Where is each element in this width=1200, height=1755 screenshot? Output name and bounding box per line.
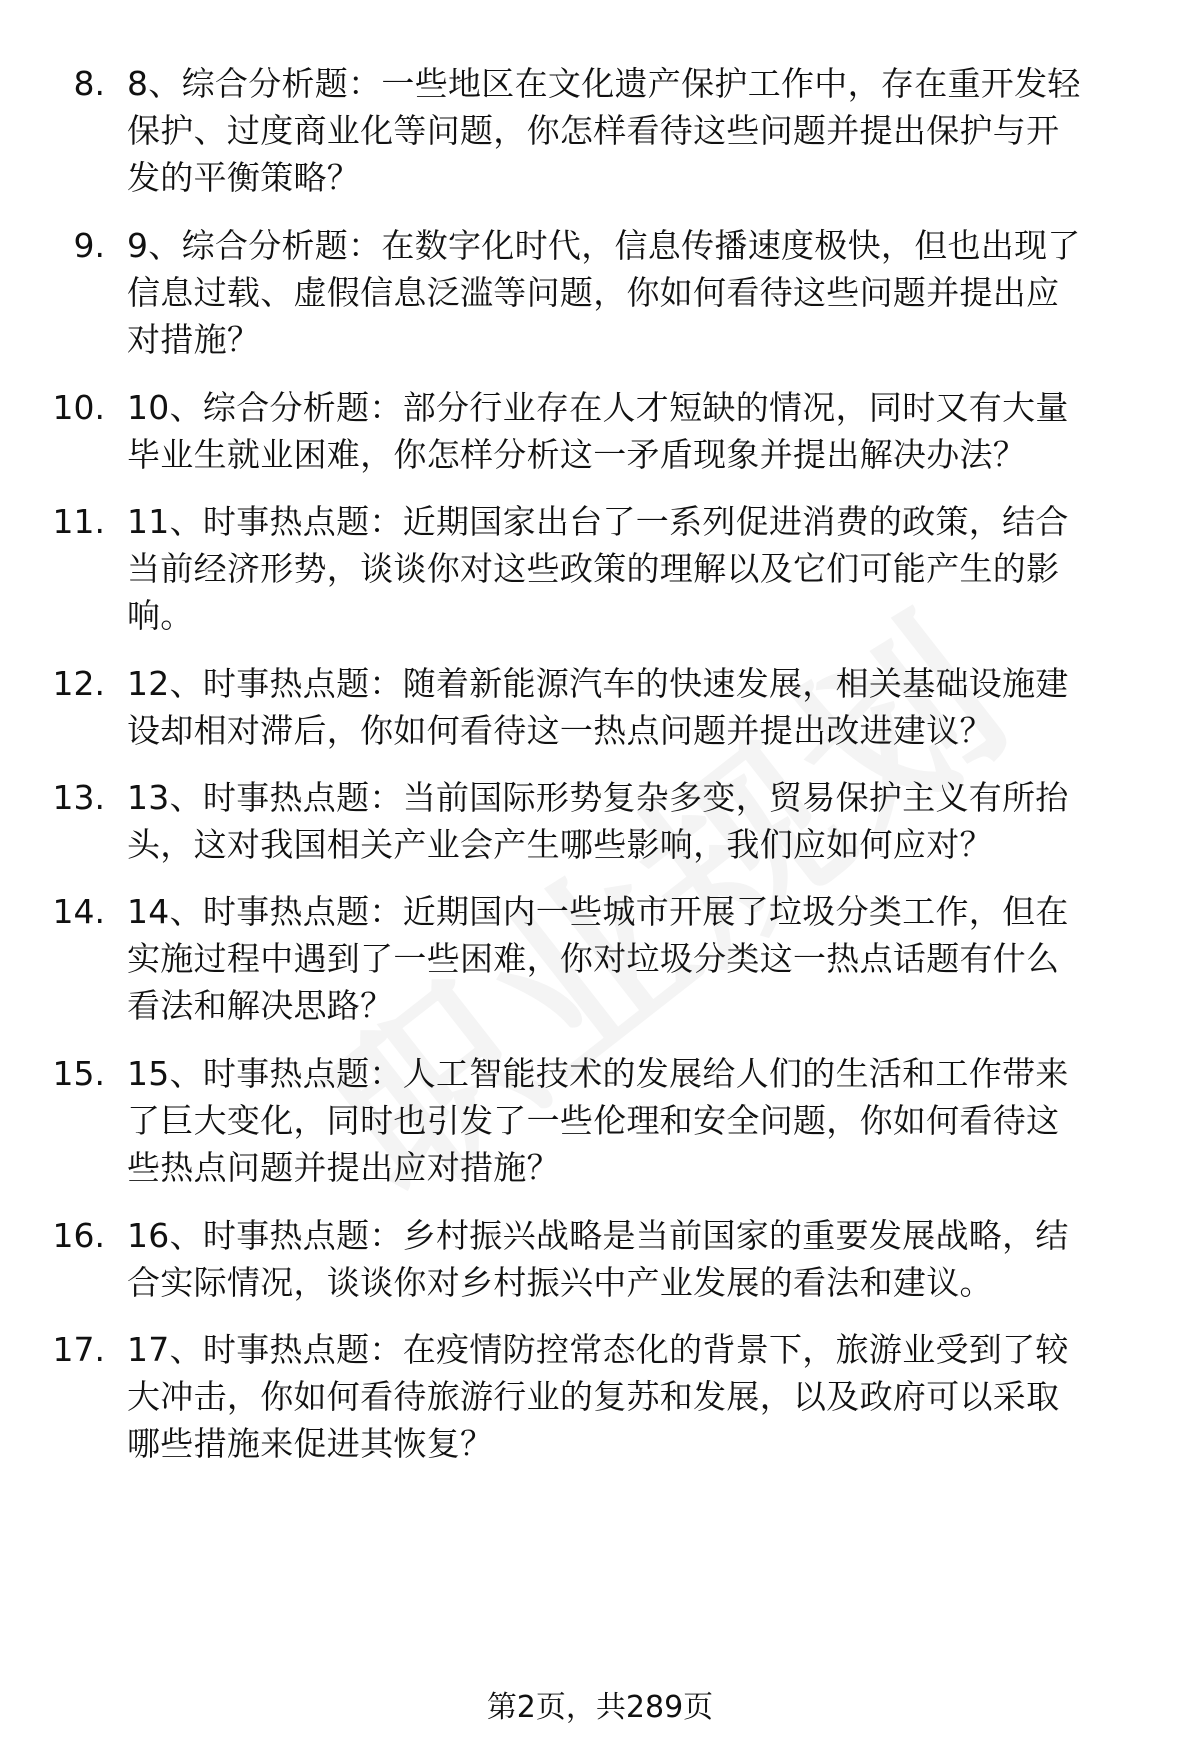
item-text	[127, 1050, 1157, 1191]
text-line: 15、时事热点题：人工智能技术的发展给人们的生活和工作带来	[127, 1054, 1069, 1093]
text-line: 合实际情况，谈谈你对乡村振兴中产业发展的看法和建议。	[127, 1263, 993, 1302]
item-number: 10.	[52, 388, 105, 427]
item-number: 14.	[52, 892, 105, 931]
item-text	[127, 888, 1157, 1029]
item-text	[127, 222, 1157, 363]
item-number: 12.	[52, 664, 105, 703]
text-line: 实施过程中遇到了一些困难，你对垃圾分类这一热点话题有什么	[127, 939, 1060, 978]
text-line: 毕业生就业困难，你怎样分析这一矛盾现象并提出解决办法？	[127, 435, 1027, 474]
text-line: 9、综合分析题：在数字化时代，信息传播速度极快，但也出现了	[127, 226, 1081, 265]
item-text	[127, 498, 1157, 639]
item-text	[127, 60, 1157, 201]
text-line: 当前经济形势，谈谈你对这些政策的理解以及它们可能产生的影	[127, 549, 1060, 588]
text-line: 信息过载、虚假信息泛滥等问题，你如何看待这些问题并提出应	[127, 273, 1060, 312]
text-line: 保护、过度商业化等问题，你怎样看待这些问题并提出保护与开	[127, 111, 1060, 150]
text-line: 17、时事热点题：在疫情防控常态化的背景下，旅游业受到了较	[127, 1330, 1069, 1369]
page-number: 第2页，共289页	[486, 1690, 714, 1725]
text-line: 14、时事热点题：近期国内一些城市开展了垃圾分类工作，但在	[127, 892, 1069, 931]
item-text	[127, 384, 1157, 478]
item-text	[127, 1326, 1157, 1467]
text-line: 12、时事热点题：随着新能源汽车的快速发展，相关基础设施建	[127, 664, 1069, 703]
text-line: 10、综合分析题：部分行业存在人才短缺的情况，同时又有大量	[127, 388, 1069, 427]
item-number: 11.	[52, 502, 105, 541]
item-number: 13.	[52, 778, 105, 817]
text-line: 设却相对滞后，你如何看待这一热点问题并提出改进建议？	[127, 711, 993, 750]
text-line: 11、时事热点题：近期国家出台了一系列促进消费的政策，结合	[127, 502, 1069, 541]
item-number: 15.	[52, 1054, 105, 1093]
text-line: 发的平衡策略？	[127, 158, 361, 197]
item-number: 8.	[73, 64, 105, 103]
text-line: 对措施？	[127, 320, 261, 359]
item-text	[127, 774, 1157, 868]
item-number: 16.	[52, 1216, 105, 1255]
text-line: 些热点问题并提出应对措施？	[127, 1148, 560, 1187]
item-number: 9.	[73, 226, 105, 265]
text-line: 13、时事热点题：当前国际形势复杂多变，贸易保护主义有所抬	[127, 778, 1069, 817]
text-line: 了巨大变化，同时也引发了一些伦理和安全问题，你如何看待这	[127, 1101, 1060, 1140]
text-line: 大冲击，你如何看待旅游行业的复苏和发展，以及政府可以采取	[127, 1377, 1060, 1416]
text-line: 头，这对我国相关产业会产生哪些影响，我们应如何应对？	[127, 825, 993, 864]
text-line: 看法和解决思路？	[127, 986, 394, 1025]
text-line: 哪些措施来促进其恢复？	[127, 1424, 494, 1463]
text-line: 响。	[127, 596, 194, 635]
text-line: 8、综合分析题：一些地区在文化遗产保护工作中，存在重开发轻	[127, 64, 1081, 103]
item-text	[127, 660, 1157, 754]
text-line: 16、时事热点题：乡村振兴战略是当前国家的重要发展战略，结	[127, 1216, 1069, 1255]
item-text	[127, 1212, 1157, 1306]
item-number: 17.	[52, 1330, 105, 1369]
